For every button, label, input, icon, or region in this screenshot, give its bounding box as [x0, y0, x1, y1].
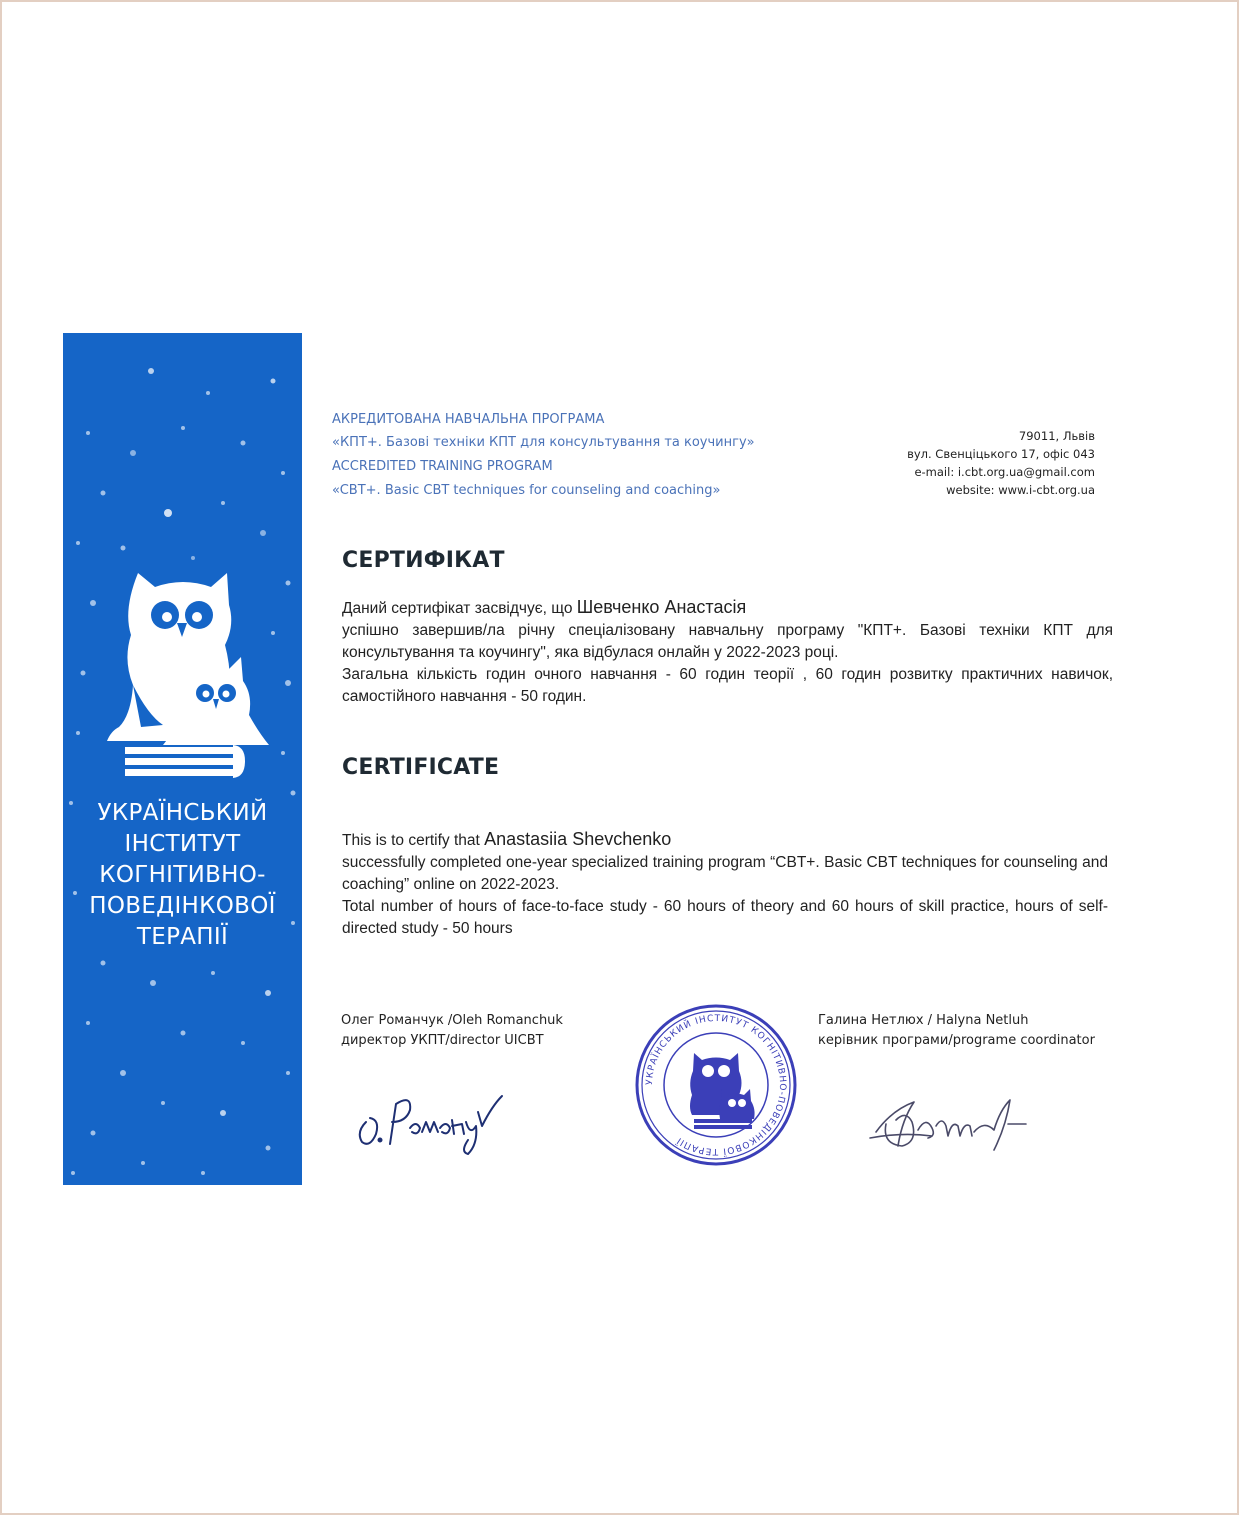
institute-name-line: ІНСТИТУТ [124, 831, 241, 857]
institute-name-line: УКРАЇНСЬКИЙ [97, 800, 268, 826]
completion-text-ua: успішно завершив/ла річну спеціалізовану навчальну програму "КПТ+. Базові техніки КПТ для консультування та коучингу", яка відбулася онлайн у 2022-2023 році. [342, 622, 1113, 661]
recipient-name-en: Anastasiia Shevchenko [484, 829, 672, 849]
completion-text-en: successfully completed one-year specialized training program “CBT+. Basic CBT techniques for counseling and coaching” online on 2022-2023. [342, 854, 1108, 893]
institute-name-line: ПОВЕДІНКОВОЇ [89, 893, 276, 919]
certificate-body-ua [342, 596, 1113, 708]
accreditation-en-program: «CBT+. Basic CBT techniques for counseling and coaching» [332, 483, 721, 498]
address-email: e-mail: i.cbt.org.ua@gmail.com [914, 465, 1095, 479]
certificate-body-en [342, 828, 1108, 940]
institute-name [63, 798, 302, 953]
seal-text: УКРАЇНСЬКИЙ ІНСТИТУТ КОГНІТИВНО-ПОВЕДІНКОВОЇ ТЕРАПІЇ [644, 1013, 788, 1157]
institute-seal-icon [632, 1003, 800, 1168]
accreditation-ua-title: АКРЕДИТОВАНА НАВЧАЛЬНА ПРОГРАМА [332, 412, 605, 427]
director-signature [352, 1082, 512, 1162]
institute-address [907, 427, 1095, 499]
certificate-heading-en: CERTIFICATE [342, 755, 500, 780]
recipient-name-ua: Шевченко Анастасія [576, 597, 747, 617]
address-street: вул. Свенціцького 17, офіс 043 [907, 447, 1095, 461]
director-title: директор УКПТ/director UICBT [341, 1033, 544, 1048]
institute-banner [63, 333, 302, 1185]
director-name: Олег Романчук /Oleh Romanchuk [341, 1013, 563, 1028]
hours-text-ua: Загальна кількість годин очного навчання - 60 годин теорії , 60 годин розвитку практичних навичок, самостійного навчання - 50 годин. [342, 666, 1113, 705]
coordinator-title: керівник програми/programe coordinator [818, 1033, 1095, 1048]
certificate-heading-ua: СЕРТИФІКАТ [342, 548, 505, 573]
institute-name-line: ТЕРАПІЇ [136, 924, 229, 950]
institute-name-line: КОГНІТИВНО- [99, 862, 266, 888]
coordinator-name: Галина Нетлюх / Halyna Netluh [818, 1013, 1029, 1028]
address-city: 79011, Львів [1018, 429, 1095, 443]
accreditation-en-title: ACCREDITED TRAINING PROGRAM [332, 459, 553, 474]
certify-intro-en: This is to certify that [342, 832, 485, 849]
hours-text-en: Total number of hours of face-to-face study - 60 hours of theory and 60 hours of skill practice, hours of self-directed study - 50 hours [342, 898, 1108, 937]
address-website: website: www.i-cbt.org.ua [946, 483, 1095, 497]
coordinator-signatory [818, 1011, 1095, 1051]
director-signatory [341, 1011, 563, 1051]
accreditation-ua-program: «КПТ+. Базові техніки КПТ для консультування та коучингу» [332, 435, 755, 450]
owl-family-on-book-icon [93, 565, 273, 785]
coordinator-signature [862, 1080, 1037, 1170]
certify-intro-ua: Даний сертифікат засвідчує, що [342, 600, 577, 617]
